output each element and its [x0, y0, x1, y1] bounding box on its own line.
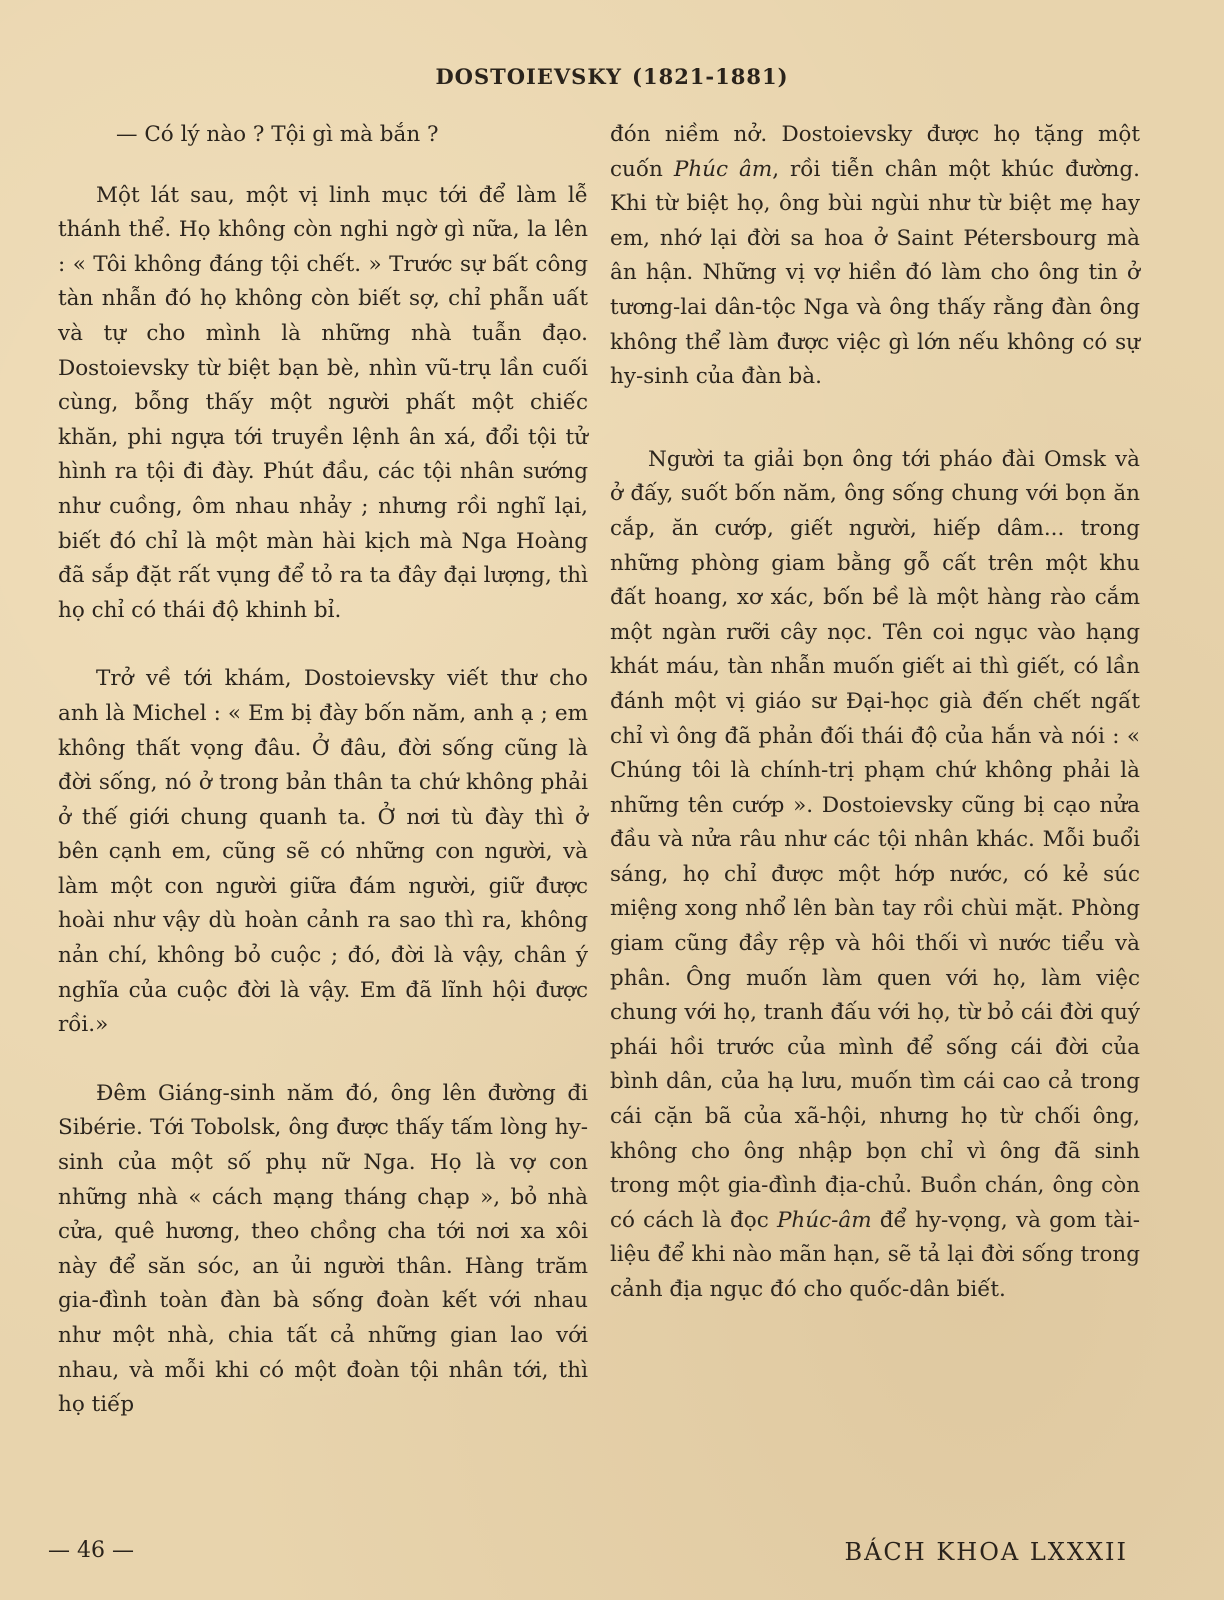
- text-run: , rồi tiễn chân một khúc đường. Khi từ biệt họ, ông bùi ngùi như từ biệt mẹ hay em, nhớ lại đời sa hoa ở Saint Pétersbourg mà ân hận. Những vị vợ hiền đó làm cho ông tin ở tương-lai dân-tộc Nga và ông thấy rằng đàn ông không thể làm được việc gì lớn nếu không có sự hy-sinh của đàn bà.: [610, 156, 1140, 390]
- italic-title: Phúc âm: [673, 156, 773, 182]
- left-column: [58, 118, 588, 1423]
- page-number: — 46 —: [48, 1538, 134, 1563]
- header-author: DOSTOIEVSKY: [435, 64, 623, 89]
- publication-name: BÁCH KHOA LXXXII: [844, 1538, 1128, 1566]
- paragraph: [610, 443, 1140, 1308]
- paragraph: Trở về tới khám, Dostoievsky viết thư cho anh là Michel : « Em bị đày bốn năm, anh ạ ; em không thất vọng đâu. Ở đâu, đời sống cũng là đời sống, nó ở trong bản thân ta chứ không phải ở thế giới chung quanh ta. Ở nơi tù đày thì ở bên cạnh em, cũng sẽ có những con người, và làm một con người giữa đám người, giữ được hoài như vậy dù hoàn cảnh ra sao thì ra, không nản chí, không bỏ cuộc ; đó, đời là vậy, chân ý nghĩa của cuộc đời là vậy. Em đã lĩnh hội được rồi.»: [58, 666, 588, 1038]
- header-years: (1821-1881): [632, 64, 789, 89]
- paragraph: — Có lý nào ? Tội gì mà bắn ?: [116, 122, 439, 147]
- text-run: Người ta giải bọn ông tới pháo đài Omsk và ở đấy, suốt bốn năm, ông sống chung với bọn ăn cắp, ăn cướp, giết người, hiếp dâm... trong những phòng giam bằng gỗ cất trên một khu đất hoang, xơ xác, bốn bề là một hàng rào cắm một ngàn rưỡi cây nọc. Tên coi ngục vào hạng khát máu, tàn nhẫn muốn giết ai thì giết, có lần đánh một vị giáo sư Đại-học già đến chết ngất chỉ vì ông đã phản đối thái độ của hắn và nói : « Chúng tôi là chính-trị phạm chứ không phải là những tên cướp ». Dostoievsky cũng bị cạo nửa đầu và nửa râu như các tội nhân khác. Mỗi buổi sáng, họ chỉ được một hớp nước, có kẻ súc miệng xong nhổ lên bàn tay rồi chùi mặt. Phòng giam cũng đầy rệp và hôi thối vì nước tiểu và phân. Ông muốn làm quen với họ, làm việc chung với họ, tranh đấu với họ, từ bỏ cái đời quý phái hồi trước của mình để sống cái đời của bình dân, của hạ lưu, muốn tìm cái cao cả trong cái cặn bã của xã-hội, nhưng họ từ chối ông, không cho ông nhập bọn chỉ vì ông đã sinh trong một gia-đình địa-chủ. Buồn chán, ông còn có cách là đọc: [610, 446, 1140, 1233]
- right-column: [610, 118, 1140, 1308]
- paragraph: Một lát sau, một vị linh mục tới để làm lễ thánh thể. Họ không còn nghi ngờ gì nữa, la lên : « Tôi không đáng tội chết. » Trước sự bất công tàn nhẫn đó họ không còn biết sợ, chỉ phẫn uất và tự cho mình là những nhà tuẫn đạo. Dostoievsky từ biệt bạn bè, nhìn vũ-trụ lần cuối cùng, bỗng thấy một người phất một chiếc khăn, phi ngựa tới truyền lệnh ân xá, đổi tội tử hình ra tội đi đày. Phút đầu, các tội nhân sướng như cuồng, ôm nhau nhảy ; nhưng rồi nghĩ lại, biết đó chỉ là một màn hài kịch mà Nga Hoàng đã sắp đặt rất vụng để tỏ ra ta đây đại lượng, thì họ chỉ có thái độ khinh bỉ.: [58, 182, 588, 623]
- running-header: [0, 64, 1224, 89]
- paragraph: Đêm Giáng-sinh năm đó, ông lên đường đi Sibérie. Tới Tobolsk, ông được thấy tấm lòng hy-sinh của một số phụ nữ Nga. Họ là vợ con những nhà « cách mạng tháng chạp », bỏ nhà cửa, quê hương, theo chồng cha tới nơi xa xôi này để săn sóc, an ủi người thân. Hàng trăm gia-đình toàn đàn bà sống đoàn kết với nhau như một nhà, chia tất cả những gian lao với nhau, và mỗi khi có một đoàn tội nhân tới, thì họ tiếp: [58, 1080, 588, 1418]
- text-run: để hy-vọng, và gom tài-liệu để khi nào mãn hạn, sẽ tả lại đời sống trong cảnh địa ngục đó cho quốc-dân biết.: [610, 1207, 1140, 1302]
- italic-title: Phúc-âm: [776, 1207, 872, 1233]
- paragraph: [610, 118, 1140, 395]
- text-run: đón niềm nở. Dostoievsky được họ tặng một cuốn: [610, 122, 1140, 182]
